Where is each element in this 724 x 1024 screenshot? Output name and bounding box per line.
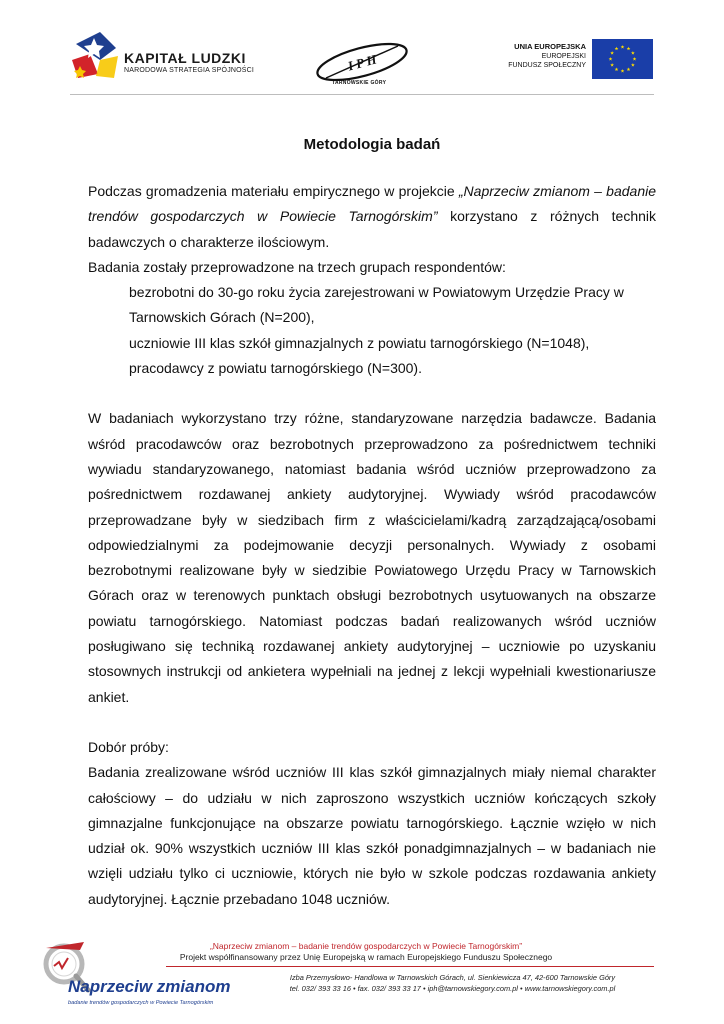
header-divider — [70, 94, 654, 95]
iph-logo-text: I P H — [346, 51, 379, 74]
footer-contact-line: tel. 032/ 393 33 16 • fax. 032/ 393 33 17 • iph@tarnowskiegory.com.pl • www.tarnowskiegory.com.pl — [289, 984, 616, 993]
spacer — [88, 381, 656, 406]
footer-funding-line: Projekt współfinansowany przez Unię Europejską w ramach Europejskiego Funduszu Społecznego — [179, 952, 553, 962]
footer-address-line: Izba Przemysłowo- Handlowa w Tarnowskich Górach, ul. Sienkiewicza 47, 42-600 Tarnowskie Góry — [289, 973, 616, 982]
kapital-ludzki-logo-icon — [70, 30, 122, 84]
footer-logo-title: Naprzeciw zmianom — [68, 977, 231, 996]
sample-heading: Dobór próby: — [88, 738, 169, 755]
spacer — [88, 710, 656, 735]
sample-paragraph: Badania zrealizowane wśród uczniów III klas szkół gimnazjalnych miały niemal charakter całościowy – do udziału w nich zaproszono wszystkich uczniów kończących szkoły gimnazjalne funkcjonujące na obszarze powiatu tarnogórskiego. Łącznie wzięło w nich udział ok. 90% wszystkich uczniów III klas szkół ponadgimnazjalnych – w badaniach nie wzięli udziału tylko ci uczniowie, których nie było w szkole podczas rozdawania ankiety audytoryjnej. Łącznie przebadano 1048 uczniów. — [88, 764, 656, 907]
ue-line-2: FUNDUSZ SPOŁECZNY — [508, 62, 586, 69]
ue-line-1: EUROPEJSKI — [541, 53, 586, 60]
groups-intro: Badania zostały przeprowadzone na trzech grupach respondentów: — [88, 258, 506, 275]
group-item: uczniowie III klas szkół gimnazjalnych z powiatu tarnogórskiego (N=1048), — [129, 334, 590, 351]
group-item: pracodawcy z powiatu tarnogórskiego (N=300). — [129, 360, 422, 377]
intro-suffix: korzystano z różnych technik badawczych o charakterze ilościowym. — [88, 208, 657, 250]
footer-project-line: „Naprzeciw zmianom – badanie trendów gospodarczych w Powiecie Tarnogórskim” — [209, 941, 523, 951]
group-item: bezrobotni do 30-go roku życia zarejestrowani w Powiatowym Urzędzie Pracy w Tarnowskich Górach (N=200), — [129, 284, 624, 326]
ue-text-block — [508, 42, 586, 70]
iph-caption: TARNOWSKIE GÓRY — [332, 80, 387, 86]
footer-logo-subtitle: badanie trendów gospodarczych w Powiecie Tarnogórskim — [68, 1000, 214, 1006]
ue-title: UNIA EUROPEJSKA — [514, 42, 586, 51]
footer-divider — [166, 966, 654, 967]
intro-project-name: „Naprzeciw zmianom – badanie trendów gospodarczych w Powiecie Tarnogórskim” — [88, 183, 657, 225]
page-title: Metodologia badań — [303, 136, 441, 153]
intro-prefix: Podczas gromadzenia materiału empirycznego w projekcie — [88, 183, 459, 199]
document-body — [88, 135, 656, 912]
kapital-ludzki-subtitle: NARODOWA STRATEGIA SPÓJNOŚCI — [124, 67, 255, 74]
kapital-ludzki-text — [124, 50, 254, 75]
eu-flag-icon — [592, 39, 653, 79]
intro-paragraph — [88, 179, 656, 255]
tools-paragraph: W badaniach wykorzystano trzy różne, standaryzowane narzędzia badawcze. Badania wśród pracodawców oraz bezrobotnych przeprowadzono za pośrednictwem techniki wywiadu standaryzowanego, natomiast badania wśród uczniów przeprowadzono za pośrednictwem rozdawanej ankiety audytoryjnej. Wywiady wśród pracodawców przeprowadzane były w siedzibach firm z właścicielami/kadrą zarządzającą/osobami odpowiedzialnymi za podejmowanie decyzji personalnych. Wywiady z osobami bezrobotnymi realizowane były w siedzibie Powiatowego Urzędu Pracy w Tarnowskich Górach oraz w terenowych punktach obsługi bezrobotnych usytuowanych na obszarze powiatu tarnogórskiego. Natomiast podczas badań realizowanych wśród uczniów posługiwano się techniką rozdawanej ankiety audytoryjnej – uczniowie po uzyskaniu stosownych instrukcji od ankietera wypełniali na jednej z lekcji wypełniali kwestionariusze ankiet. — [88, 410, 656, 705]
kapital-ludzki-title: KAPITAŁ LUDZKI — [124, 50, 246, 66]
footer-project-info — [166, 941, 566, 963]
footer-address-block — [250, 972, 655, 994]
page-header — [0, 0, 724, 100]
